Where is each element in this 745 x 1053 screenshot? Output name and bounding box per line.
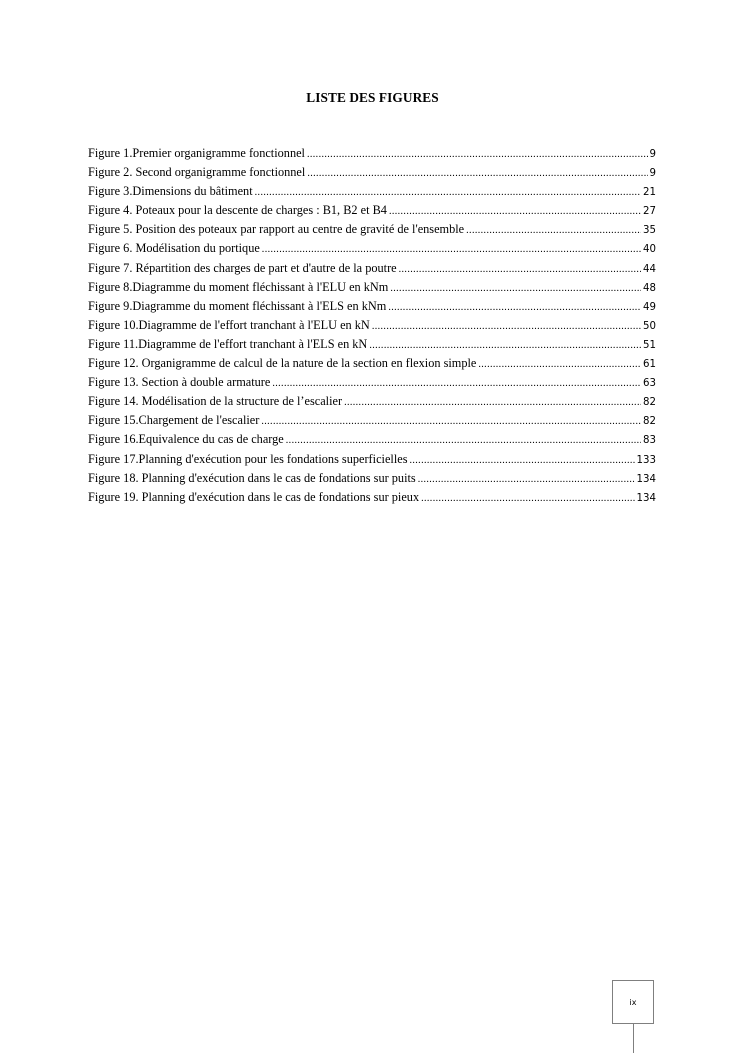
dot-leader	[478, 359, 641, 370]
toc-entry-label: Figure 17.Planning d'exécution pour les fondations superficielles	[88, 451, 408, 466]
toc-entry-page: 48	[643, 282, 656, 294]
dot-leader	[390, 283, 641, 294]
toc-entry-page: 21	[643, 187, 656, 199]
toc-entry-label: Figure 1.Premier organigramme fonctionnel	[88, 146, 305, 160]
toc-entry-page: 35	[643, 225, 656, 237]
toc-entry-page: 63	[643, 378, 656, 390]
dot-leader	[272, 378, 641, 389]
dot-leader	[466, 225, 641, 236]
toc-entry-label: Figure 19. Planning d'exécution dans le cas de fondations sur pieux	[88, 489, 420, 504]
toc-entry-label: Figure 12. Organigramme de calcul de la nature de la section en flexion simple	[88, 356, 477, 371]
toc-entry-label: Figure 18. Planning d'exécution dans le cas de fondations sur puits	[88, 470, 416, 485]
toc-entry[interactable]	[88, 452, 656, 471]
toc-entry-label: Figure 10.Diagramme de l'effort tranchant à l'ELU en kN	[88, 317, 370, 332]
toc-entry[interactable]	[88, 146, 656, 165]
toc-entry-label: Figure 13. Section à double armature	[88, 375, 271, 390]
dot-leader	[389, 206, 641, 217]
toc-entry-page: 83	[643, 435, 656, 447]
page-number: ix	[629, 997, 637, 1007]
toc-entry[interactable]	[88, 490, 656, 509]
toc-entry[interactable]	[88, 318, 656, 337]
toc-entry[interactable]	[88, 222, 656, 241]
toc-entry-page: 82	[643, 416, 656, 428]
dot-leader	[344, 397, 641, 408]
toc-entry[interactable]	[88, 471, 656, 490]
figure-list	[88, 146, 656, 509]
dot-leader	[409, 455, 634, 466]
toc-entry[interactable]	[88, 375, 656, 394]
toc-entry-page: 134	[636, 492, 656, 504]
page-number-box	[612, 980, 654, 1024]
toc-entry-page: 9	[649, 168, 656, 180]
toc-entry-page: 44	[643, 263, 656, 275]
dot-leader	[418, 474, 635, 485]
toc-entry-page: 40	[643, 244, 656, 256]
dot-leader	[286, 435, 641, 446]
toc-entry-page: 134	[636, 473, 656, 485]
toc-entry[interactable]	[88, 241, 656, 260]
toc-entry-label: Figure 14. Modélisation de la structure de l’escalier	[88, 394, 343, 409]
toc-entry[interactable]	[88, 184, 656, 203]
dot-leader	[388, 302, 641, 313]
toc-entry-page: 82	[643, 397, 656, 409]
toc-entry[interactable]	[88, 432, 656, 451]
toc-entry-page: 9	[649, 149, 656, 160]
toc-entry-label: Figure 6. Modélisation du portique	[88, 241, 260, 256]
toc-entry-page: 27	[643, 206, 656, 218]
dot-leader	[255, 187, 641, 198]
toc-entry[interactable]	[88, 299, 656, 318]
dot-leader	[262, 244, 641, 255]
dot-leader	[369, 340, 641, 351]
toc-entry-page: 51	[643, 339, 656, 351]
toc-entry[interactable]	[88, 413, 656, 432]
toc-entry[interactable]	[88, 165, 656, 184]
toc-entry-page: 133	[636, 454, 656, 466]
dot-leader	[261, 416, 641, 427]
dot-leader	[307, 149, 648, 160]
toc-entry-page: 61	[643, 359, 656, 371]
toc-entry[interactable]	[88, 280, 656, 299]
toc-entry-label: Figure 5. Position des poteaux par rapport au centre de gravité de l'ensemble	[88, 222, 465, 237]
toc-entry-label: Figure 11.Diagramme de l'effort tranchant à l'ELS en kN	[88, 336, 368, 351]
page-title: LISTE DES FIGURES	[306, 90, 439, 105]
toc-entry[interactable]	[88, 394, 656, 413]
toc-entry[interactable]	[88, 261, 656, 280]
toc-entry[interactable]	[88, 356, 656, 375]
toc-entry-page: 50	[643, 320, 656, 332]
toc-entry[interactable]	[88, 337, 656, 356]
toc-entry[interactable]	[88, 203, 656, 222]
dot-leader	[307, 168, 647, 179]
toc-entry-label: Figure 2. Second organigramme fonctionnel	[88, 165, 306, 180]
toc-entry-label: Figure 8.Diagramme du moment fléchissant à l'ELU en kNm	[88, 279, 389, 294]
toc-entry-label: Figure 15.Chargement de l'escalier	[88, 413, 260, 428]
dot-leader	[399, 264, 641, 275]
toc-entry-page: 49	[643, 301, 656, 313]
toc-entry-label: Figure 7. Répartition des charges de part et d'autre de la poutre	[88, 260, 397, 275]
toc-entry-label: Figure 9.Diagramme du moment fléchissant à l'ELS en kNm	[88, 298, 387, 313]
toc-entry-label: Figure 4. Poteaux pour la descente de charges : B1, B2 et B4	[88, 203, 387, 218]
dot-leader	[372, 321, 641, 332]
page-number-rule	[633, 1024, 634, 1053]
toc-entry-label: Figure 3.Dimensions du bâtiment	[88, 184, 253, 199]
toc-entry-label: Figure 16.Equivalence du cas de charge	[88, 432, 284, 447]
dot-leader	[421, 493, 634, 504]
